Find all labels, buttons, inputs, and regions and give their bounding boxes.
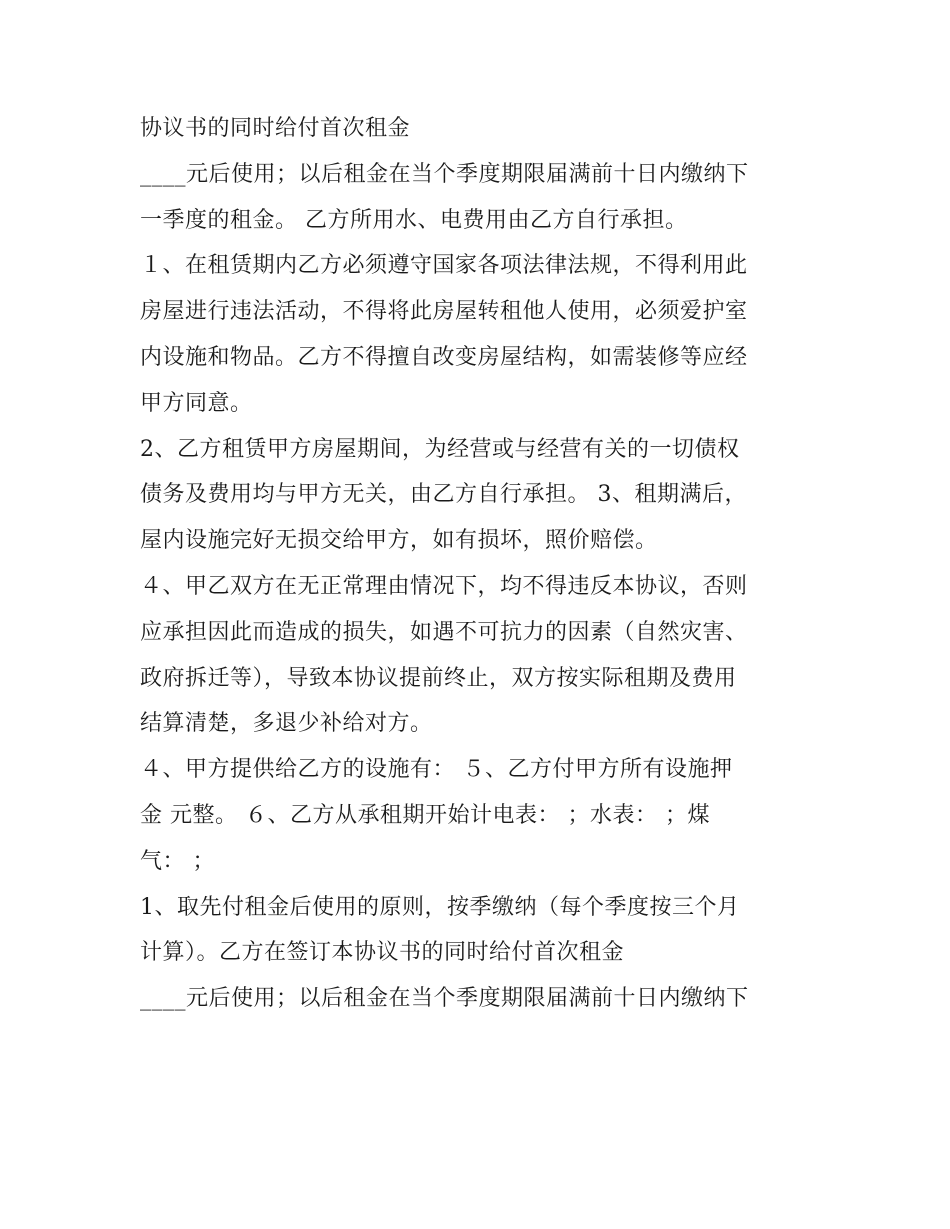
text-line: ____元后使用；以后租金在当个季度期限届满前十日内缴纳下 <box>140 986 749 1012</box>
text-line: 内设施和物品。乙方不得擅自改变房屋结构，如需装修等应经 <box>140 344 748 370</box>
text-line: 房屋进行违法活动，不得将此房屋转租他人使用，必须爱护室 <box>140 299 748 325</box>
text-line: 甲方同意。 <box>140 390 253 416</box>
text-line: 1、取先付租金后使用的原则，按季缴纳（每个季度按三个月 <box>140 894 740 920</box>
text-line: ４、甲乙双方在无正常理由情况下，均不得违反本协议，否则 <box>140 573 748 599</box>
text-line: 金 元整。 ６、乙方从承租期开始计电表： ；水表： ；煤 <box>140 802 710 828</box>
text-line: 结算清楚，多退少补给对方。 <box>140 711 433 737</box>
document-body <box>140 106 830 1022</box>
text-line: 气： ； <box>140 848 215 874</box>
text-line: 应承担因此而造成的损失，如遇不可抗力的因素（自然灾害、 <box>140 619 748 645</box>
text-line: 2、乙方租赁甲方房屋期间，为经营或与经营有关的一切债权 <box>140 436 740 462</box>
text-line: 屋内设施完好无损交给甲方，如有损坏，照价赔偿。 <box>140 528 658 554</box>
text-line: １、在租赁期内乙方必须遵守国家各项法律法规，不得利用此 <box>140 253 748 279</box>
text-line: 一季度的租金。 乙方所用水、电费用由乙方自行承担。 <box>140 207 688 233</box>
text-line: ____元后使用；以后租金在当个季度期限届满前十日内缴纳下 <box>140 161 749 187</box>
text-line: ４、甲方提供给乙方的设施有： ５、乙方付甲方所有设施押 <box>140 757 733 783</box>
text-line: 计算）。乙方在签订本协议书的同时给付首次租金 <box>140 940 625 966</box>
text-line: 政府拆迁等），导致本协议提前终止，双方按实际租期及费用 <box>140 665 737 691</box>
text-line: 协议书的同时给付首次租金 <box>140 116 411 141</box>
text-line: 债务及费用均与甲方无关，由乙方自行承担。 3、租期满后， <box>140 482 747 508</box>
